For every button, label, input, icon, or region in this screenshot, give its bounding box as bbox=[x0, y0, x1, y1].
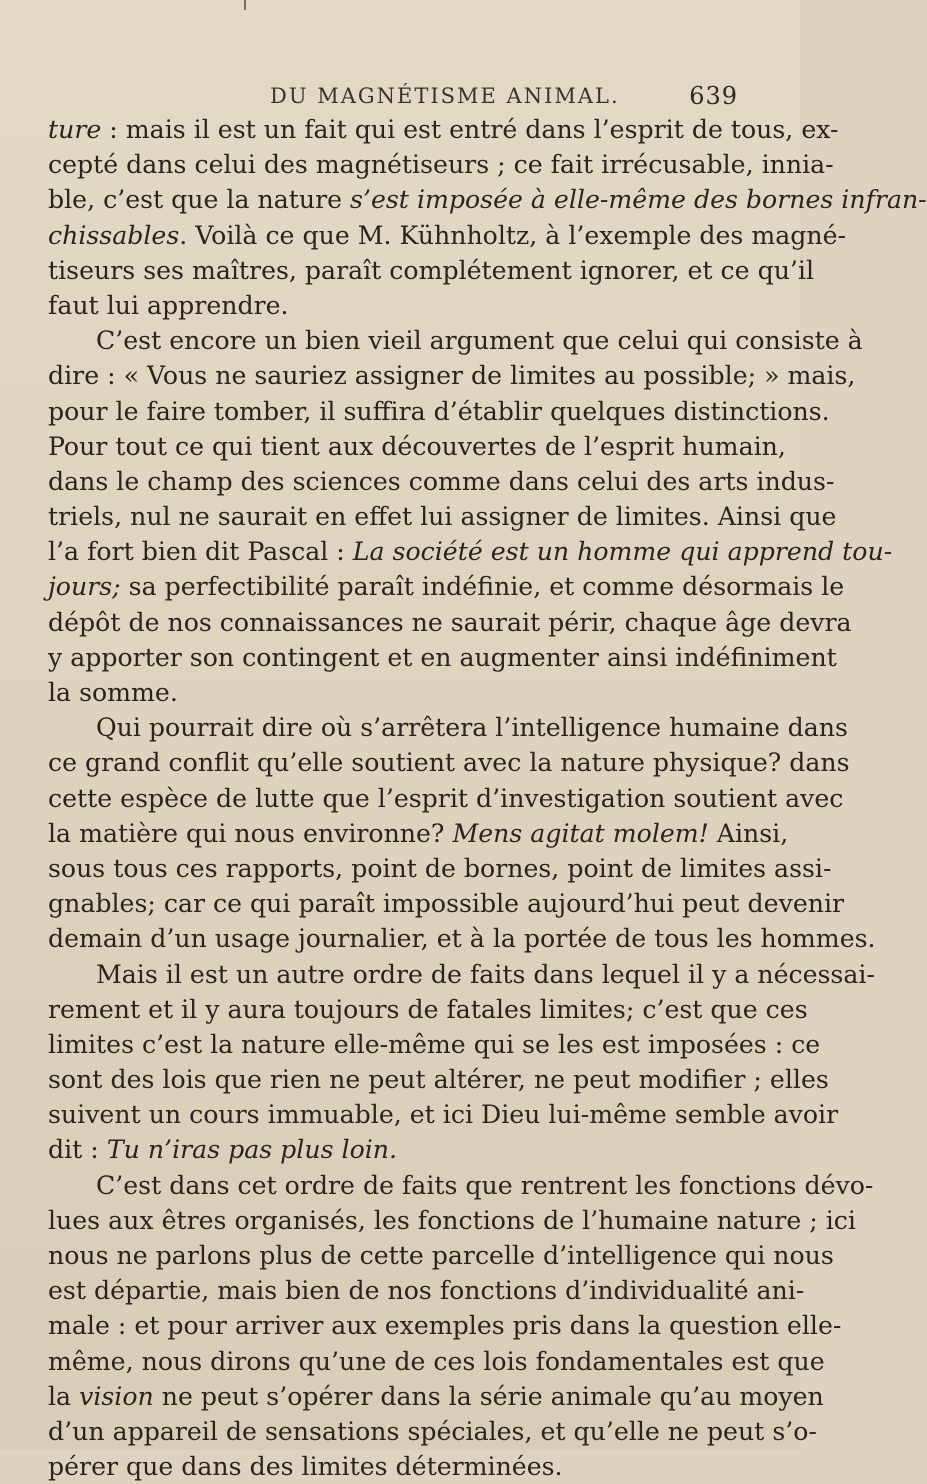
text-span: rement et il y aura toujours de fatales limites; c’est que ces bbox=[48, 994, 808, 1024]
text-line bbox=[48, 992, 808, 1027]
text-line bbox=[48, 710, 848, 745]
text-span: cepté dans celui des magnétiseurs ; ce fait irrécusable, innia- bbox=[48, 150, 834, 180]
running-head-title: DU MAGNÉTISME ANIMAL. bbox=[270, 84, 620, 108]
text-line bbox=[48, 675, 738, 710]
text-line bbox=[48, 147, 834, 182]
text-line bbox=[48, 323, 863, 358]
italic-text: La société est un homme qui apprend tou- bbox=[352, 537, 893, 567]
text-span: l’a fort bien dit Pascal : bbox=[48, 537, 353, 567]
text-line bbox=[48, 1097, 839, 1132]
text-line bbox=[48, 358, 856, 393]
text-span: la somme. bbox=[48, 678, 178, 707]
text-span: Ainsi, bbox=[708, 818, 789, 848]
text-line bbox=[48, 851, 832, 886]
text-span: triels, nul ne saurait en effet lui assigner de limites. Ainsi que bbox=[48, 502, 837, 532]
italic-text: Mens agitat molem! bbox=[452, 818, 709, 848]
text-span: Pour tout ce qui tient aux découvertes de l’esprit humain, bbox=[48, 431, 786, 461]
text-line bbox=[48, 464, 835, 499]
text-line bbox=[48, 781, 844, 816]
text-line bbox=[48, 1168, 874, 1203]
text-span: dire : « Vous ne sauriez assigner de limites au possible; » mais, bbox=[48, 361, 856, 391]
text-span: même, nous dirons qu’une de ces lois fondamentales est que bbox=[48, 1346, 825, 1376]
text-span: la matière qui nous environne? bbox=[48, 818, 453, 848]
text-span: lues aux êtres organisés, les fonctions de l’humaine nature ; ici bbox=[48, 1205, 856, 1235]
text-line bbox=[48, 218, 847, 253]
text-span: sa perfectibilité paraît indéfinie, et comme désormais le bbox=[120, 572, 845, 602]
text-line bbox=[48, 921, 876, 956]
text-line bbox=[48, 1449, 738, 1484]
text-line bbox=[48, 1414, 817, 1449]
text-span: Qui pourrait dire où s’arrêtera l’intelligence humaine dans bbox=[96, 713, 848, 743]
text-span: C’est dans cet ordre de faits que rentrent les fonctions dévo- bbox=[96, 1170, 874, 1200]
text-line bbox=[48, 886, 845, 921]
text-span: . Voilà ce que M. Kühnholtz, à l’exemple des magné- bbox=[179, 220, 847, 250]
text-span: dit : bbox=[48, 1135, 107, 1165]
text-span: suivent un cours immuable, et ici Dieu lui-même semble avoir bbox=[48, 1100, 839, 1130]
text-span: faut lui apprendre. bbox=[48, 290, 289, 320]
italic-text: s’est imposée à elle-même des bornes infran- bbox=[350, 185, 927, 215]
text-span: nous ne parlons plus de cette parcelle d’intelligence qui nous bbox=[48, 1241, 834, 1270]
text-span: gnables; car ce qui paraît impossible aujourd’hui peut devenir bbox=[48, 889, 845, 919]
text-span: demain d’un usage journalier, et à la portée de tous les hommes. bbox=[48, 924, 876, 954]
italic-text: Tu n’iras pas plus loin. bbox=[106, 1135, 398, 1165]
text-span: tiseurs ses maîtres, paraît complétement ignorer, et ce qu’il bbox=[48, 255, 815, 285]
text-line bbox=[48, 1027, 821, 1062]
text-line bbox=[48, 112, 839, 147]
text-line bbox=[48, 534, 893, 569]
text-line bbox=[48, 816, 789, 851]
text-line bbox=[48, 569, 845, 604]
text-span: dépôt de nos connaissances ne saurait périr, chaque âge devra bbox=[48, 607, 852, 637]
text-line bbox=[48, 1379, 824, 1414]
text-line bbox=[48, 605, 852, 640]
page-number: 639 bbox=[689, 82, 738, 110]
text-span: pour le faire tomber, il suffira d’établir quelques distinctions. bbox=[48, 396, 830, 426]
text-line bbox=[48, 1132, 738, 1167]
text-span: pérer que dans des limites déterminées. bbox=[48, 1452, 563, 1482]
text-line bbox=[48, 745, 850, 780]
text-line bbox=[48, 1238, 834, 1273]
text-span: est départie, mais bien de nos fonctions d’individualité ani- bbox=[48, 1276, 805, 1306]
text-span: ne peut s’opérer dans la série animale qu’au moyen bbox=[153, 1381, 824, 1411]
text-line bbox=[48, 1203, 856, 1238]
text-line bbox=[48, 394, 830, 429]
text-span: cette espèce de lutte que l’esprit d’investigation soutient avec bbox=[48, 783, 844, 813]
text-line bbox=[48, 1273, 805, 1308]
text-line bbox=[48, 288, 738, 323]
text-span: ce grand conflit qu’elle soutient avec la nature physique? dans bbox=[48, 748, 850, 778]
italic-text: jours; bbox=[48, 572, 121, 602]
text-span: : mais il est un fait qui est entré dans l’esprit de tous, ex- bbox=[101, 115, 839, 144]
text-span: y apporter son contingent et en augmenter ainsi indéfiniment bbox=[48, 642, 837, 672]
text-line bbox=[48, 182, 927, 217]
text-span: limites c’est la nature elle-même qui se les est imposées : ce bbox=[48, 1029, 821, 1059]
text-line bbox=[48, 253, 815, 288]
italic-text: chissables bbox=[48, 220, 180, 250]
page-edge-mark bbox=[244, 0, 246, 10]
text-line bbox=[48, 1344, 825, 1379]
text-span: C’est encore un bien vieil argument que celui qui consiste à bbox=[96, 326, 863, 356]
text-span: sont des lois que rien ne peut altérer, ne peut modifier ; elles bbox=[48, 1065, 829, 1095]
text-span: d’un appareil de sensations spéciales, et qu’elle ne peut s’o- bbox=[48, 1416, 817, 1446]
text-span: male : et pour arriver aux exemples pris dans la question elle- bbox=[48, 1311, 842, 1341]
text-span: dans le champ des sciences comme dans celui des arts indus- bbox=[48, 466, 835, 496]
italic-text: vision bbox=[79, 1381, 154, 1411]
text-line bbox=[48, 1308, 842, 1343]
body-text bbox=[48, 112, 927, 1484]
text-line bbox=[48, 957, 875, 992]
text-span: sous tous ces rapports, point de bornes, point de limites assi- bbox=[48, 853, 832, 883]
text-span: ble, c’est que la nature bbox=[48, 185, 351, 215]
text-line bbox=[48, 1062, 829, 1097]
text-line bbox=[48, 499, 837, 534]
text-line bbox=[48, 429, 786, 464]
text-span: la bbox=[48, 1381, 80, 1411]
text-line bbox=[48, 640, 837, 675]
italic-text: ture bbox=[48, 115, 102, 144]
text-span: Mais il est un autre ordre de faits dans lequel il y a nécessai- bbox=[96, 959, 875, 989]
